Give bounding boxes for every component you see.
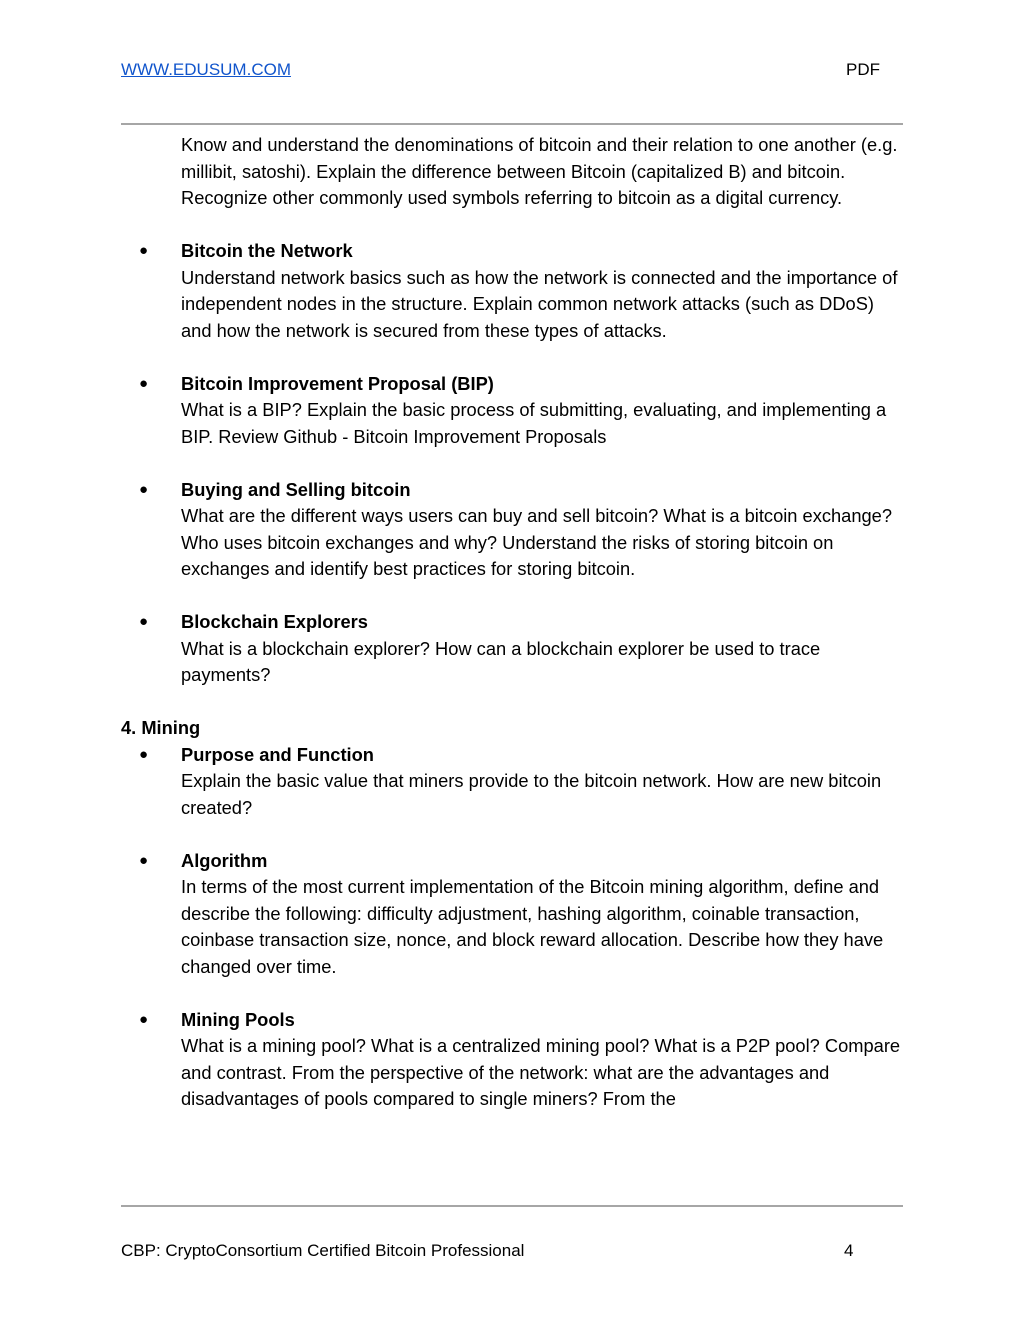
bullet-icon: ● bbox=[139, 613, 149, 630]
bullet-icon: ● bbox=[139, 851, 149, 869]
topic-item-network bbox=[0, 238, 1024, 344]
topic-item-algorithm bbox=[0, 848, 1024, 981]
topic-description: In terms of the most current implementation of the Bitcoin mining algorithm, define and describe the following: difficulty adjustment, hashing algorithm, coinable transaction, coinbase transaction size, nonce, and block reward allocation. Describe how they have changed over time. bbox=[181, 876, 884, 977]
header-divider bbox=[121, 123, 903, 125]
topic-title: Buying and Selling bitcoin bbox=[181, 478, 411, 500]
topic-title: Blockchain Explorers bbox=[181, 611, 368, 632]
bullet-icon: ● bbox=[139, 745, 149, 763]
topic-title: Algorithm bbox=[181, 849, 268, 871]
topic-item-buying-selling bbox=[0, 477, 1024, 583]
topic-description: What is a blockchain explorer? How can a blockchain explorer be used to trace payments? bbox=[181, 637, 821, 685]
intro-paragraph: Know and understand the denominations of bitcoin and their relation to one another (e.g. millibit, satoshi). Explain the difference between Bitcoin (capitalized B) and bitcoin. Recognize other commonly used symbols referring to bitcoin as a digital currency. bbox=[181, 134, 898, 208]
footer-divider bbox=[121, 1205, 903, 1207]
header-format-label: PDF bbox=[846, 60, 880, 79]
bullet-icon: ● bbox=[139, 374, 149, 392]
topic-item-mining-pools bbox=[0, 1007, 1024, 1113]
topic-item-bip bbox=[0, 371, 1024, 451]
topic-item-purpose bbox=[0, 742, 1024, 822]
topic-title: Mining Pools bbox=[181, 1008, 295, 1030]
bullet-icon: ● bbox=[139, 242, 149, 259]
topic-description: What is a mining pool? What is a centralized mining pool? What is a P2P pool? Compare and contrast. From the perspective of the network: what are the advantages and disadvantages of pools compared to single miners? From the bbox=[181, 1035, 901, 1109]
footer-page-number: 4 bbox=[844, 1241, 854, 1260]
bullet-icon: ● bbox=[139, 480, 149, 498]
header-site-link[interactable]: WWW.EDUSUM.COM bbox=[121, 60, 291, 79]
bullet-icon: ● bbox=[139, 1010, 149, 1028]
topic-description: What is a BIP? Explain the basic process of submitting, evaluating, and implementing a BIP. Review Github - Bitcoin Improvement Proposals bbox=[181, 399, 887, 447]
topic-title: Purpose and Function bbox=[181, 743, 374, 765]
topic-title: Bitcoin Improvement Proposal (BIP) bbox=[181, 372, 494, 394]
topic-title: Bitcoin the Network bbox=[181, 240, 353, 261]
topic-description: Understand network basics such as how the network is connected and the importance of independent nodes in the structure. Explain common network attacks (such as DDoS) and how the network is secured from these types of attacks. bbox=[181, 266, 898, 341]
page-body bbox=[0, 132, 1024, 1113]
topic-description: Explain the basic value that miners provide to the bitcoin network. How are new bitcoin created? bbox=[181, 770, 882, 818]
section-heading-mining: 4. Mining bbox=[121, 717, 201, 738]
footer-document-title: CBP: CryptoConsortium Certified Bitcoin Professional bbox=[121, 1241, 525, 1260]
topic-item-explorers bbox=[0, 609, 1024, 689]
topic-description: What are the different ways users can buy and sell bitcoin? What is a bitcoin exchange? Who uses bitcoin exchanges and why? Understand the risks of storing bitcoin on exchanges and identify best practices for storing bitcoin. bbox=[181, 505, 892, 579]
